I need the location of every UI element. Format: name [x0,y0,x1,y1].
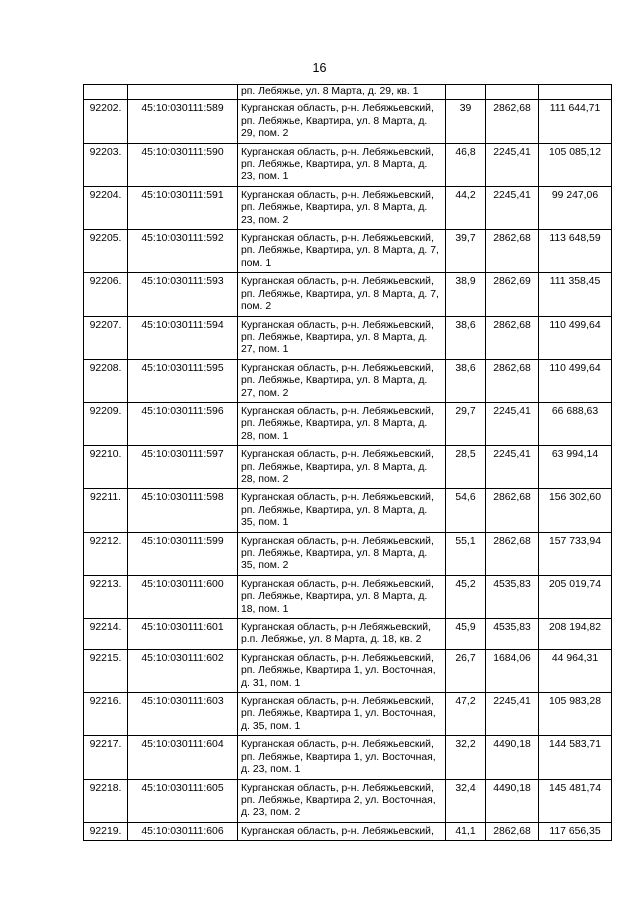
price-per-unit-cell: 2862,68 [486,359,539,402]
cadastral-number-cell: 45:10:030111:603 [128,693,238,736]
table-row [84,489,612,532]
row-number-cell: 92214. [84,619,128,650]
table-row [84,575,612,618]
cadastral-number-cell: 45:10:030111:599 [128,532,238,575]
cadastral-number-cell: 45:10:030111:595 [128,359,238,402]
price-per-unit-cell: 2862,68 [486,100,539,143]
total-value-cell: 110 499,64 [539,316,612,359]
total-value-cell: 205 019,74 [539,575,612,618]
cadastral-number-cell: 45:10:030111:604 [128,736,238,779]
price-per-unit-cell: 4490,18 [486,779,539,822]
table-row [84,446,612,489]
total-value-cell: 156 302,60 [539,489,612,532]
row-number-cell: 92203. [84,143,128,186]
total-value-cell: 145 481,74 [539,779,612,822]
table-row [84,402,612,445]
price-per-unit-cell: 2245,41 [486,186,539,229]
price-per-unit-cell: 2862,69 [486,273,539,316]
total-value-cell: 111 644,71 [539,100,612,143]
total-value-cell: 110 499,64 [539,359,612,402]
cadastral-number-cell: 45:10:030111:594 [128,316,238,359]
row-number-cell: 92205. [84,230,128,273]
total-value-cell: 105 983,28 [539,693,612,736]
row-number-cell: 92212. [84,532,128,575]
area-cell: 26,7 [446,649,486,692]
area-cell: 29,7 [446,402,486,445]
area-cell: 28,5 [446,446,486,489]
cadastral-number-cell [128,85,238,100]
total-value-cell: 144 583,71 [539,736,612,779]
table-row [84,359,612,402]
row-number-cell: 92202. [84,100,128,143]
total-value-cell [539,85,612,100]
row-number-cell: 92210. [84,446,128,489]
cadastral-number-cell: 45:10:030111:606 [128,822,238,840]
cadastral-number-cell: 45:10:030111:602 [128,649,238,692]
price-per-unit-cell: 2245,41 [486,693,539,736]
price-per-unit-cell: 2862,68 [486,230,539,273]
price-per-unit-cell [486,85,539,100]
row-number-cell: 92208. [84,359,128,402]
row-number-cell [84,85,128,100]
total-value-cell: 113 648,59 [539,230,612,273]
property-registry-table [83,84,612,841]
price-per-unit-cell: 2245,41 [486,143,539,186]
total-value-cell: 44 964,31 [539,649,612,692]
cadastral-number-cell: 45:10:030111:589 [128,100,238,143]
row-number-cell: 92213. [84,575,128,618]
total-value-cell: 157 733,94 [539,532,612,575]
cadastral-number-cell: 45:10:030111:591 [128,186,238,229]
table-row [84,736,612,779]
area-cell: 45,9 [446,619,486,650]
cadastral-number-cell: 45:10:030111:592 [128,230,238,273]
row-number-cell: 92215. [84,649,128,692]
price-per-unit-cell: 2862,68 [486,316,539,359]
table-row [84,273,612,316]
price-per-unit-cell: 2245,41 [486,402,539,445]
total-value-cell: 111 358,45 [539,273,612,316]
area-cell: 32,4 [446,779,486,822]
row-number-cell: 92209. [84,402,128,445]
price-per-unit-cell: 2862,68 [486,532,539,575]
price-per-unit-cell: 4535,83 [486,619,539,650]
row-number-cell: 92216. [84,693,128,736]
area-cell: 54,6 [446,489,486,532]
price-per-unit-cell: 2862,68 [486,822,539,840]
area-cell: 39 [446,100,486,143]
area-cell: 38,9 [446,273,486,316]
table-row [84,230,612,273]
address-cell: Курганская область, р-н. Лебяжьевский, рп. Лебяжье, Квартира, ул. 8 Марта, д. 35, пом. 2 [238,532,446,575]
address-cell: Курганская область, р-н. Лебяжьевский, рп. Лебяжье, Квартира, ул. 8 Марта, д. 28, пом. 2 [238,446,446,489]
table-row [84,100,612,143]
address-cell: Курганская область, р-н. Лебяжьевский, рп. Лебяжье, Квартира 2, ул. Восточная, д. 23, пом. 2 [238,779,446,822]
cadastral-number-cell: 45:10:030111:601 [128,619,238,650]
table-row [84,693,612,736]
address-cell: Курганская область, р-н. Лебяжьевский, рп. Лебяжье, Квартира, ул. 8 Марта, д. 27, пом. 1 [238,316,446,359]
cadastral-number-cell: 45:10:030111:597 [128,446,238,489]
area-cell: 55,1 [446,532,486,575]
total-value-cell: 208 194,82 [539,619,612,650]
area-cell: 47,2 [446,693,486,736]
address-cell: Курганская область, р-н. Лебяжьевский, рп. Лебяжье, Квартира, ул. 8 Марта, д. 23, пом. 1 [238,143,446,186]
area-cell: 32,2 [446,736,486,779]
page-number: 16 [312,61,327,75]
cadastral-number-cell: 45:10:030111:598 [128,489,238,532]
total-value-cell: 117 656,35 [539,822,612,840]
table-body [84,85,612,841]
area-cell: 41,1 [446,822,486,840]
address-cell: Курганская область, р-н Лебяжьевский, р.п. Лебяжье, ул. 8 Марта, д. 18, кв. 2 [238,619,446,650]
address-cell: Курганская область, р-н. Лебяжьевский, рп. Лебяжье, Квартира, ул. 8 Марта, д. 18, пом. 1 [238,575,446,618]
address-cell: Курганская область, р-н. Лебяжьевский, рп. Лебяжье, Квартира, ул. 8 Марта, д. 29, пом. 2 [238,100,446,143]
total-value-cell: 63 994,14 [539,446,612,489]
row-number-cell: 92206. [84,273,128,316]
address-cell: Курганская область, р-н. Лебяжьевский, рп. Лебяжье, Квартира 1, ул. Восточная, д. 35, пом. 1 [238,693,446,736]
area-cell: 46,8 [446,143,486,186]
price-per-unit-cell: 2245,41 [486,446,539,489]
cadastral-number-cell: 45:10:030111:605 [128,779,238,822]
address-cell: Курганская область, р-н. Лебяжьевский, рп. Лебяжье, Квартира, ул. 8 Марта, д. 23, пом. 2 [238,186,446,229]
area-cell: 38,6 [446,316,486,359]
table-row [84,822,612,840]
row-number-cell: 92211. [84,489,128,532]
table-row [84,85,612,100]
area-cell: 39,7 [446,230,486,273]
address-cell: Курганская область, р-н. Лебяжьевский, рп. Лебяжье, Квартира 1, ул. Восточная, д. 23, пом. 1 [238,736,446,779]
price-per-unit-cell: 1684,06 [486,649,539,692]
area-cell: 45,2 [446,575,486,618]
area-cell: 44,2 [446,186,486,229]
row-number-cell: 92204. [84,186,128,229]
cadastral-number-cell: 45:10:030111:596 [128,402,238,445]
total-value-cell: 105 085,12 [539,143,612,186]
address-cell: рп. Лебяжье, ул. 8 Марта, д. 29, кв. 1 [238,85,446,100]
total-value-cell: 66 688,63 [539,402,612,445]
address-cell: Курганская область, р-н. Лебяжьевский, рп. Лебяжье, Квартира 1, ул. Восточная, д. 31, пом. 1 [238,649,446,692]
table-row [84,649,612,692]
table-row [84,779,612,822]
table-row [84,532,612,575]
area-cell [446,85,486,100]
total-value-cell: 99 247,06 [539,186,612,229]
table-row [84,143,612,186]
address-cell: Курганская область, р-н. Лебяжьевский, [238,822,446,840]
cadastral-number-cell: 45:10:030111:590 [128,143,238,186]
price-per-unit-cell: 2862,68 [486,489,539,532]
address-cell: Курганская область, р-н. Лебяжьевский, рп. Лебяжье, Квартира, ул. 8 Марта, д. 7, пом. 1 [238,230,446,273]
row-number-cell: 92217. [84,736,128,779]
address-cell: Курганская область, р-н. Лебяжьевский, рп. Лебяжье, Квартира, ул. 8 Марта, д. 27, пом. 2 [238,359,446,402]
price-per-unit-cell: 4490,18 [486,736,539,779]
table-row [84,316,612,359]
row-number-cell: 92207. [84,316,128,359]
table-row [84,186,612,229]
row-number-cell: 92218. [84,779,128,822]
price-per-unit-cell: 4535,83 [486,575,539,618]
address-cell: Курганская область, р-н. Лебяжьевский, рп. Лебяжье, Квартира, ул. 8 Марта, д. 7, пом. 2 [238,273,446,316]
cadastral-number-cell: 45:10:030111:600 [128,575,238,618]
area-cell: 38,6 [446,359,486,402]
row-number-cell: 92219. [84,822,128,840]
address-cell: Курганская область, р-н. Лебяжьевский, рп. Лебяжье, Квартира, ул. 8 Марта, д. 28, пом. 1 [238,402,446,445]
cadastral-number-cell: 45:10:030111:593 [128,273,238,316]
address-cell: Курганская область, р-н. Лебяжьевский, рп. Лебяжье, Квартира, ул. 8 Марта, д. 35, пом. 1 [238,489,446,532]
table-row [84,619,612,650]
